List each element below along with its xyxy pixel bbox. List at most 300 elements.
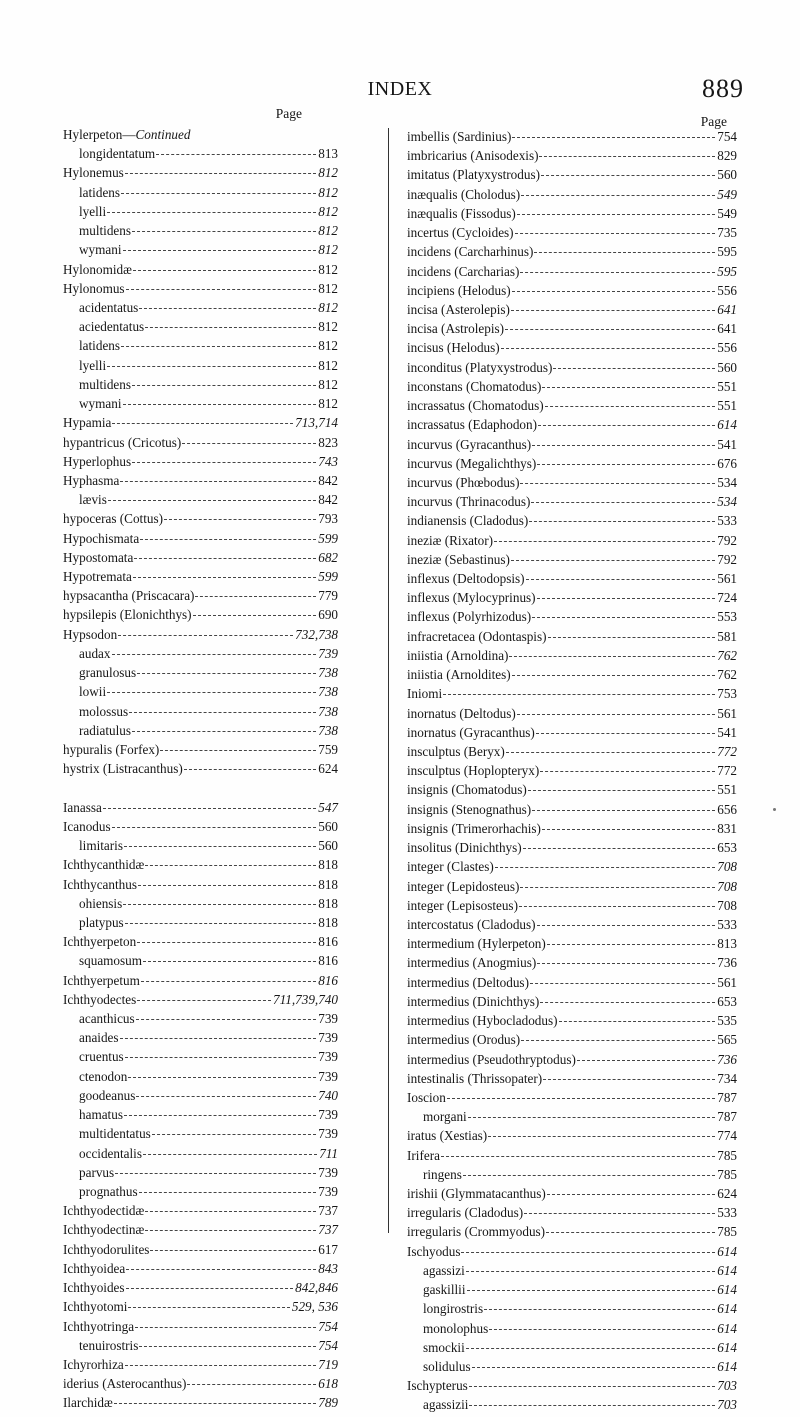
dot-leader <box>112 827 317 828</box>
index-entry <box>407 533 737 552</box>
entry-page: 682 <box>318 549 338 565</box>
entry-page: 762 <box>717 647 737 663</box>
entry-page: 739 <box>318 1049 338 1065</box>
entry-name: intestinalis (Thrissopater) <box>407 1070 543 1086</box>
index-entry <box>407 802 737 821</box>
index-entry <box>63 819 338 838</box>
entry-page: 708 <box>717 859 737 875</box>
dot-leader <box>143 961 316 962</box>
index-entry <box>63 1357 338 1376</box>
index-entry <box>407 1148 737 1167</box>
entry-page: 812 <box>318 319 338 335</box>
index-entry <box>63 704 338 723</box>
index-entry <box>407 513 737 532</box>
entry-page: 533 <box>717 1205 737 1221</box>
entry-name: monolophus <box>423 1320 489 1336</box>
index-entry <box>63 1299 338 1318</box>
entry-page: 754 <box>318 1337 338 1353</box>
entry-page: 565 <box>717 1032 737 1048</box>
index-entry <box>63 1319 338 1338</box>
index-entry <box>63 569 338 588</box>
dot-leader <box>519 906 715 907</box>
index-entry <box>63 627 338 646</box>
entry-name: iniistia (Arnoldina) <box>407 647 509 663</box>
index-entry <box>407 782 737 801</box>
entry-name: Ilarchidæ <box>63 1395 113 1411</box>
index-entry <box>63 262 338 281</box>
stray-mark <box>773 808 776 811</box>
entry-page: 656 <box>717 801 737 817</box>
dot-leader <box>132 231 316 232</box>
index-entry <box>407 417 737 436</box>
entry-page: 595 <box>717 244 737 260</box>
entry-page: 785 <box>717 1147 737 1163</box>
page-column-header: Page <box>275 106 302 121</box>
dot-leader <box>124 846 316 847</box>
index-entry <box>63 185 338 204</box>
entry-name: Ichthyodectes <box>63 991 137 1007</box>
dot-leader <box>495 867 715 868</box>
entry-page: 719 <box>318 1356 338 1372</box>
entry-name: longirostris <box>423 1301 484 1317</box>
entry-name: indianensis (Cladodus) <box>407 513 529 529</box>
entry-name: agassizi <box>423 1262 465 1278</box>
entry-name: gaskillii <box>423 1282 466 1298</box>
entry-page: 739 <box>318 645 338 661</box>
entry-page: 560 <box>717 167 737 183</box>
dot-leader <box>138 885 316 886</box>
index-entry <box>63 1088 338 1107</box>
entry-page: 614 <box>717 1243 737 1259</box>
index-entry <box>63 1011 338 1030</box>
dot-leader <box>547 944 715 945</box>
entry-name: insculptus (Hoplopteryx) <box>407 763 540 779</box>
dot-leader <box>530 983 715 984</box>
entry-name: incurvus (Megalichthys) <box>407 455 537 471</box>
running-head <box>0 76 800 106</box>
entry-page: 534 <box>717 474 737 490</box>
index-entry <box>63 1146 338 1165</box>
entry-page: 738 <box>318 722 338 738</box>
section-gap <box>63 780 338 799</box>
entry-page: 737 <box>318 1222 338 1238</box>
dot-leader <box>182 443 316 444</box>
entry-page: 711 <box>319 1145 338 1161</box>
index-entry <box>407 1301 737 1320</box>
index-entry <box>407 302 737 321</box>
dot-leader <box>115 1173 316 1174</box>
index-entry <box>63 973 338 992</box>
index-entry <box>407 1128 737 1147</box>
entry-name: Iniomi <box>407 686 443 702</box>
entry-name: intermedius (Pseudothryptodus) <box>407 1051 576 1067</box>
entry-name: Ichthyerpeton <box>63 934 137 950</box>
running-head-title: INDEX <box>367 78 433 100</box>
entry-page: 736 <box>717 1051 737 1067</box>
entry-page: 551 <box>717 378 737 394</box>
dot-leader <box>542 387 715 388</box>
dot-leader <box>469 1405 715 1406</box>
entry-name: multidens <box>79 376 132 392</box>
entry-page: 762 <box>717 667 737 683</box>
entry-page: 533 <box>717 916 737 932</box>
dot-leader <box>126 1269 316 1270</box>
entry-page: 818 <box>318 857 338 873</box>
dot-leader <box>540 771 715 772</box>
dot-leader <box>484 1309 715 1310</box>
entry-page: 739 <box>318 1068 338 1084</box>
index-entry <box>63 646 338 665</box>
entry-name: occidentalis <box>79 1145 142 1161</box>
entry-page: 556 <box>717 340 737 356</box>
entry-name: incipiens (Helodus) <box>407 282 511 298</box>
entry-page: 779 <box>318 588 338 604</box>
entry-name: smockii <box>423 1339 465 1355</box>
index-entry <box>407 936 737 955</box>
entry-page: 549 <box>717 186 737 202</box>
index-column-right <box>407 107 737 1417</box>
entry-name: tenuirostris <box>79 1337 139 1353</box>
dot-leader <box>139 1346 316 1347</box>
entry-page: 738 <box>318 684 338 700</box>
dot-leader <box>543 1079 715 1080</box>
entry-name: insolitus (Dinichthys) <box>407 840 522 856</box>
dot-leader <box>538 425 715 426</box>
dot-leader <box>107 692 316 693</box>
entry-page: 595 <box>717 263 737 279</box>
dot-leader <box>112 654 317 655</box>
index-entry <box>407 1186 737 1205</box>
entry-name: intermedius (Orodus) <box>407 1032 521 1048</box>
index-entry <box>63 550 338 569</box>
entry-name: lyelli <box>79 357 107 373</box>
entry-page: 614 <box>717 1282 737 1298</box>
entry-name: incisus (Helodus) <box>407 340 500 356</box>
index-entry <box>63 1030 338 1049</box>
dot-leader <box>463 1175 715 1176</box>
entry-name: incertus (Cycloides) <box>407 225 514 241</box>
index-entry <box>63 1069 338 1088</box>
entry-page: 831 <box>717 820 737 836</box>
entry-page: 812 <box>318 338 338 354</box>
entry-page: 738 <box>318 703 338 719</box>
entry-page: 732,738 <box>295 626 338 642</box>
entry-name: intermedium (Hylerpeton) <box>407 936 546 952</box>
dot-leader <box>469 1386 715 1387</box>
index-entry <box>63 665 338 684</box>
entry-page: 553 <box>717 609 737 625</box>
index-column-left <box>63 107 338 1415</box>
dot-leader <box>537 464 715 465</box>
index-entry <box>407 686 737 705</box>
index-entry <box>407 917 737 936</box>
entry-page: 812 <box>318 223 338 239</box>
dot-leader <box>132 462 316 463</box>
index-entry <box>63 1107 338 1126</box>
dot-leader <box>136 1096 316 1097</box>
entry-page: 785 <box>717 1166 737 1182</box>
entry-page: 624 <box>717 1186 737 1202</box>
dot-leader <box>125 173 316 174</box>
entry-name: Irifera <box>407 1147 440 1163</box>
entry-page: 813 <box>717 936 737 952</box>
dot-leader <box>114 1403 316 1404</box>
entry-name: incurvus (Phœbodus) <box>407 474 520 490</box>
index-entry <box>407 1013 737 1032</box>
dot-leader <box>512 137 715 138</box>
entry-name: Ichthycanthus <box>63 876 137 892</box>
entry-page: 529, 536 <box>291 1299 338 1315</box>
dot-leader <box>529 521 715 522</box>
index-entry <box>63 992 338 1011</box>
dot-leader <box>467 1290 716 1291</box>
index-entry <box>407 667 737 686</box>
dot-leader <box>184 769 316 770</box>
index-entry <box>63 1376 338 1395</box>
entry-name: Hypostomata <box>63 549 134 565</box>
entry-name: Ichthyoides <box>63 1280 125 1296</box>
dot-leader <box>517 214 715 215</box>
entry-name: molossus <box>79 703 129 719</box>
index-entry <box>63 511 338 530</box>
dot-leader <box>524 1213 715 1214</box>
entry-name: hamatus <box>79 1107 123 1123</box>
entry-name: insignis (Chomatodus) <box>407 782 527 798</box>
dot-leader <box>461 1252 715 1253</box>
index-entry <box>63 165 338 184</box>
index-entry <box>407 456 737 475</box>
entry-name: incurvus (Thrinacodus) <box>407 494 531 510</box>
index-entry <box>407 321 737 340</box>
entry-page: 614 <box>717 1359 737 1374</box>
index-entry <box>407 187 737 206</box>
entry-page: 816 <box>318 953 338 969</box>
entry-name: iratus (Xestias) <box>407 1128 488 1144</box>
dot-leader <box>132 731 316 732</box>
entry-page: 708 <box>717 897 737 913</box>
entry-name: latidens <box>79 184 121 200</box>
entry-page: 551 <box>717 398 737 414</box>
dot-leader <box>540 1002 715 1003</box>
index-entry <box>407 398 737 417</box>
index-entry <box>63 300 338 319</box>
dot-leader <box>517 714 715 715</box>
entry-name: imitatus (Platyxystrodus) <box>407 167 540 183</box>
index-entry <box>63 492 338 511</box>
entry-name: hypoceras (Cottus) <box>63 511 163 527</box>
dot-leader <box>152 1134 316 1135</box>
entry-page: 812 <box>318 396 338 412</box>
index-entry <box>63 223 338 242</box>
entry-page: 735 <box>717 225 737 241</box>
entry-page: 676 <box>717 455 737 471</box>
entry-name: Hypochismata <box>63 530 140 546</box>
dot-leader <box>195 596 316 597</box>
index-entry <box>407 167 737 186</box>
entry-name: inornatus (Deltodus) <box>407 705 516 721</box>
entry-name: irregularis (Cladodus) <box>407 1205 524 1221</box>
entry-name: prognathus <box>79 1184 138 1199</box>
dot-leader <box>468 1117 716 1118</box>
entry-name: insignis (Trimerorhachis) <box>407 820 541 836</box>
entry-name: intermedius (Anogmius) <box>407 955 537 971</box>
index-entry <box>63 531 338 550</box>
entry-page: 614 <box>717 1339 737 1355</box>
index-entry <box>63 1280 338 1299</box>
entry-page: 703 <box>717 1397 737 1413</box>
entry-name: Ichthyodectinæ <box>63 1222 145 1238</box>
entry-page: 812 <box>318 357 338 373</box>
dot-leader <box>136 1019 317 1020</box>
entry-page: 813 <box>318 146 338 162</box>
entry-name: lowii <box>79 684 107 700</box>
dot-leader <box>145 1230 316 1231</box>
entry-name: Ichthyerpetum <box>63 972 140 988</box>
entry-name: multidentatus <box>79 1126 151 1142</box>
entry-name: ineziæ (Rixator) <box>407 532 494 548</box>
index-entry <box>407 206 737 225</box>
entry-page: 541 <box>717 436 737 452</box>
index-entry <box>63 742 338 761</box>
entry-name: inflexus (Mylocyprinus) <box>407 590 536 606</box>
entry-page: 739 <box>318 1126 338 1142</box>
index-entry <box>63 1242 338 1261</box>
entry-name: Ichthycanthidæ <box>63 857 145 873</box>
dot-leader <box>539 156 715 157</box>
entry-page: 753 <box>717 686 737 702</box>
entry-name: aciedentatus <box>79 319 145 335</box>
entry-page: 614 <box>717 1301 737 1317</box>
index-entry <box>63 1203 338 1222</box>
entry-page: 816 <box>318 934 338 950</box>
entry-name: iniistia (Arnoldites) <box>407 667 511 683</box>
index-entry <box>407 475 737 494</box>
dot-leader <box>545 406 716 407</box>
entry-name: audax <box>79 645 111 661</box>
entry-name: hypuralis (Forfex) <box>63 742 160 757</box>
entry-page: 774 <box>717 1128 737 1144</box>
dot-leader <box>542 829 715 830</box>
entry-name: solidulus <box>423 1359 471 1374</box>
entry-name: infracretacea (Odontaspis) <box>407 628 547 644</box>
entry-page: 812 <box>318 261 338 277</box>
dot-leader <box>132 385 316 386</box>
entry-name: acanthicus <box>79 1011 135 1027</box>
dot-leader <box>118 635 293 636</box>
dot-leader <box>523 848 716 849</box>
entry-name: intermedius (Dinichthys) <box>407 993 540 1009</box>
index-entry <box>407 840 737 859</box>
entry-name: inæqualis (Cholodus) <box>407 186 521 202</box>
entry-page: 653 <box>717 840 737 856</box>
entry-page: 812 <box>318 242 338 258</box>
dot-leader <box>134 558 316 559</box>
index-entry <box>63 723 338 742</box>
entry-name: parvus <box>79 1164 115 1180</box>
index-entry <box>407 1263 737 1282</box>
entry-name: multidens <box>79 223 132 239</box>
entry-page: 560 <box>717 359 737 375</box>
entry-name: Ichthyodectidæ <box>63 1203 145 1219</box>
dot-leader <box>107 212 316 213</box>
index-entry <box>63 953 338 972</box>
entry-page: 787 <box>717 1109 737 1125</box>
entry-page: 754 <box>717 129 737 144</box>
index-entry <box>63 684 338 703</box>
entry-page: 739 <box>318 1011 338 1027</box>
index-entry <box>63 1126 338 1145</box>
dot-leader <box>512 291 716 292</box>
index-entry <box>407 1340 737 1359</box>
entry-page: 653 <box>717 993 737 1009</box>
index-entry <box>407 706 737 725</box>
dot-leader <box>145 1211 316 1212</box>
dot-leader <box>108 500 316 501</box>
entry-name: Ioscion <box>407 1089 446 1105</box>
entry-name: Ianassa <box>63 799 102 815</box>
index-entry <box>407 859 737 878</box>
entry-page: 734 <box>717 1070 737 1086</box>
entry-name: ohiensis <box>79 895 123 911</box>
entry-page: 738 <box>318 665 338 681</box>
entry-page: 812 <box>318 165 338 181</box>
entry-name: Ichyrorhiza <box>63 1356 124 1372</box>
entry-name: incisa (Astrolepis) <box>407 321 505 337</box>
entry-page: 829 <box>717 148 737 164</box>
entry-name: insignis (Stenognathus) <box>407 801 532 817</box>
entry-name: incidens (Carcharhinus) <box>407 244 534 260</box>
entry-name: inflexus (Polyrhizodus) <box>407 609 532 625</box>
dot-leader <box>531 502 715 503</box>
dot-leader <box>164 519 316 520</box>
index-entry <box>63 607 338 626</box>
dot-leader <box>509 656 715 657</box>
entry-page: 690 <box>318 607 338 623</box>
dot-leader <box>447 1098 715 1099</box>
dot-leader <box>466 1271 715 1272</box>
index-entry <box>407 1378 737 1397</box>
entry-page: 617 <box>318 1241 338 1257</box>
dot-leader <box>520 483 715 484</box>
entry-name: incisa (Asterolepis) <box>407 301 510 317</box>
dot-leader <box>577 1060 715 1061</box>
entry-name: granulosus <box>79 665 137 681</box>
entry-page: 703 <box>717 1378 737 1394</box>
entry-page: 818 <box>318 876 338 892</box>
entry-name: iderius (Asterocanthus) <box>63 1376 187 1392</box>
dot-leader <box>515 233 716 234</box>
index-entry <box>63 588 338 607</box>
dot-leader <box>441 1156 715 1157</box>
entry-name: Hyphasma <box>63 472 120 488</box>
entry-page: 641 <box>717 301 737 317</box>
dot-leader <box>121 193 316 194</box>
entry-name: hystrix (Listracanthus) <box>63 761 183 777</box>
entry-page: 737 <box>318 1203 338 1219</box>
dot-leader <box>135 1327 316 1328</box>
index-entry <box>63 242 338 261</box>
index-entry <box>63 146 338 165</box>
entry-page: 842,846 <box>295 1280 338 1296</box>
entry-name: ctenodon <box>79 1068 128 1084</box>
page-column-header: Page <box>700 114 727 129</box>
dot-leader <box>520 887 715 888</box>
index-entry <box>407 590 737 609</box>
entry-name: Hylonomidæ <box>63 261 132 277</box>
dot-leader <box>120 481 316 482</box>
entry-name: hypsilepis (Elonichthys) <box>63 607 192 623</box>
entry-name: ineziæ (Sebastinus) <box>407 551 510 567</box>
